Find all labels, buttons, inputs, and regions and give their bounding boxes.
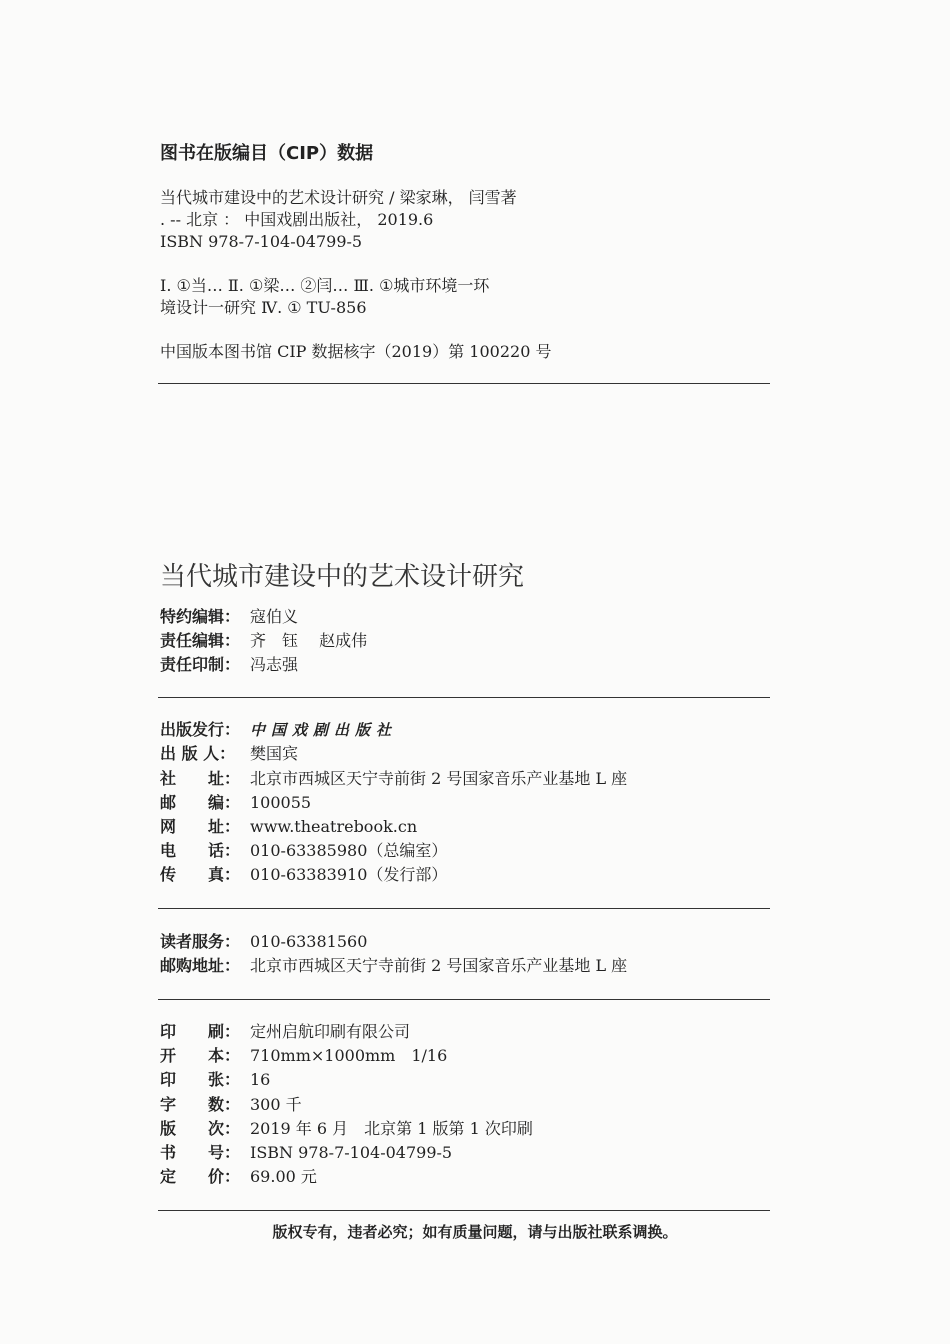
field-value: 齐 钰 赵成伟 xyxy=(250,631,368,650)
field-value: 16 xyxy=(250,1070,271,1089)
publisher-row xyxy=(160,768,627,790)
publisher-row xyxy=(160,840,447,862)
printing-row xyxy=(160,1166,317,1188)
field-value: 2019 年 6 月 北京第 1 版第 1 次印刷 xyxy=(250,1119,533,1138)
field-label: 责任印制： xyxy=(160,655,241,674)
field-value: 010-63383910（发行部） xyxy=(250,865,448,884)
field-label: 出 版 人： xyxy=(160,744,236,763)
reader-row xyxy=(160,931,367,953)
divider xyxy=(158,383,770,384)
cip-subject-line: Ⅰ. ①当… Ⅱ. ①梁… ②闫… Ⅲ. ①城市环境一环 xyxy=(160,276,490,295)
editor-row xyxy=(160,606,298,628)
field-label: 社 址： xyxy=(160,769,241,788)
field-value: 100055 xyxy=(250,793,312,812)
field-label: 书 号： xyxy=(160,1143,241,1162)
field-value: 寇伯义 xyxy=(250,607,299,626)
field-label: 印 刷： xyxy=(160,1022,241,1041)
copyright-notice: 版权专有，违者必究；如有质量问题，请与出版社联系调换。 xyxy=(272,1223,678,1241)
divider xyxy=(158,999,770,1000)
editor-row xyxy=(160,630,367,652)
field-label: 邮购地址： xyxy=(160,956,241,975)
website-link: www.theatrebook.cn xyxy=(250,817,418,836)
field-value: 冯志强 xyxy=(250,655,299,674)
cip-entry-line: . -- 北京 ： 中国戏剧出版社， 2019.6 xyxy=(160,210,434,229)
publisher-row xyxy=(160,864,447,886)
field-label: 出版发行： xyxy=(160,720,241,739)
field-label: 开 本： xyxy=(160,1046,241,1065)
cip-subject-line: 境设计一研究 Ⅳ. ① TU-856 xyxy=(160,298,367,317)
publisher-row xyxy=(160,792,311,814)
field-value: 010-63381560 xyxy=(250,932,368,951)
printing-row xyxy=(160,1142,452,1164)
field-value: 300 千 xyxy=(250,1095,302,1114)
field-label: 字 数： xyxy=(160,1095,241,1114)
printing-row xyxy=(160,1094,302,1116)
divider xyxy=(158,1210,770,1211)
printing-row xyxy=(160,1118,533,1140)
field-label: 传 真： xyxy=(160,865,241,884)
publisher-row xyxy=(160,743,298,765)
reader-row xyxy=(160,955,627,977)
divider xyxy=(158,697,770,698)
field-label: 读者服务： xyxy=(160,932,241,951)
field-label: 版 次： xyxy=(160,1119,241,1138)
field-value: ISBN 978-7-104-04799-5 xyxy=(250,1143,453,1162)
field-value: 樊国宾 xyxy=(250,744,299,763)
field-label: 责任编辑： xyxy=(160,631,241,650)
printing-row xyxy=(160,1045,447,1067)
printing-row xyxy=(160,1021,410,1043)
publisher-row xyxy=(160,816,417,838)
field-value: 69.00 元 xyxy=(250,1167,317,1186)
field-label: 特约编辑： xyxy=(160,607,241,626)
field-label: 电 话： xyxy=(160,841,241,860)
publisher-row xyxy=(160,719,397,741)
field-value: 010-63385980（总编室） xyxy=(250,841,448,860)
cip-entry-line: 当代城市建设中的艺术设计研究 / 梁家琳， 闫雪著 xyxy=(160,188,517,207)
cip-record-number: 中国版本图书馆 CIP 数据核字（2019）第 100220 号 xyxy=(160,342,552,361)
book-title: 当代城市建设中的艺术设计研究 xyxy=(160,562,525,592)
editor-row xyxy=(160,654,298,676)
cip-entry-line: ISBN 978-7-104-04799-5 xyxy=(160,232,363,251)
field-value: 710mm×1000mm 1/16 xyxy=(250,1046,448,1065)
field-value: 定州启航印刷有限公司 xyxy=(250,1022,411,1041)
field-value: 北京市西城区天宁寺前街 2 号国家音乐产业基地 L 座 xyxy=(250,769,628,788)
cip-heading: 图书在版编目（CIP）数据 xyxy=(160,143,374,164)
field-label: 印 张： xyxy=(160,1070,241,1089)
publisher-seal-text: 中国戏剧出版社 xyxy=(250,721,398,739)
field-label: 定 价： xyxy=(160,1167,241,1186)
field-value: 北京市西城区天宁寺前街 2 号国家音乐产业基地 L 座 xyxy=(250,956,628,975)
field-label: 网 址： xyxy=(160,817,241,836)
field-label: 邮 编： xyxy=(160,793,241,812)
divider xyxy=(158,908,770,909)
printing-row xyxy=(160,1069,270,1091)
